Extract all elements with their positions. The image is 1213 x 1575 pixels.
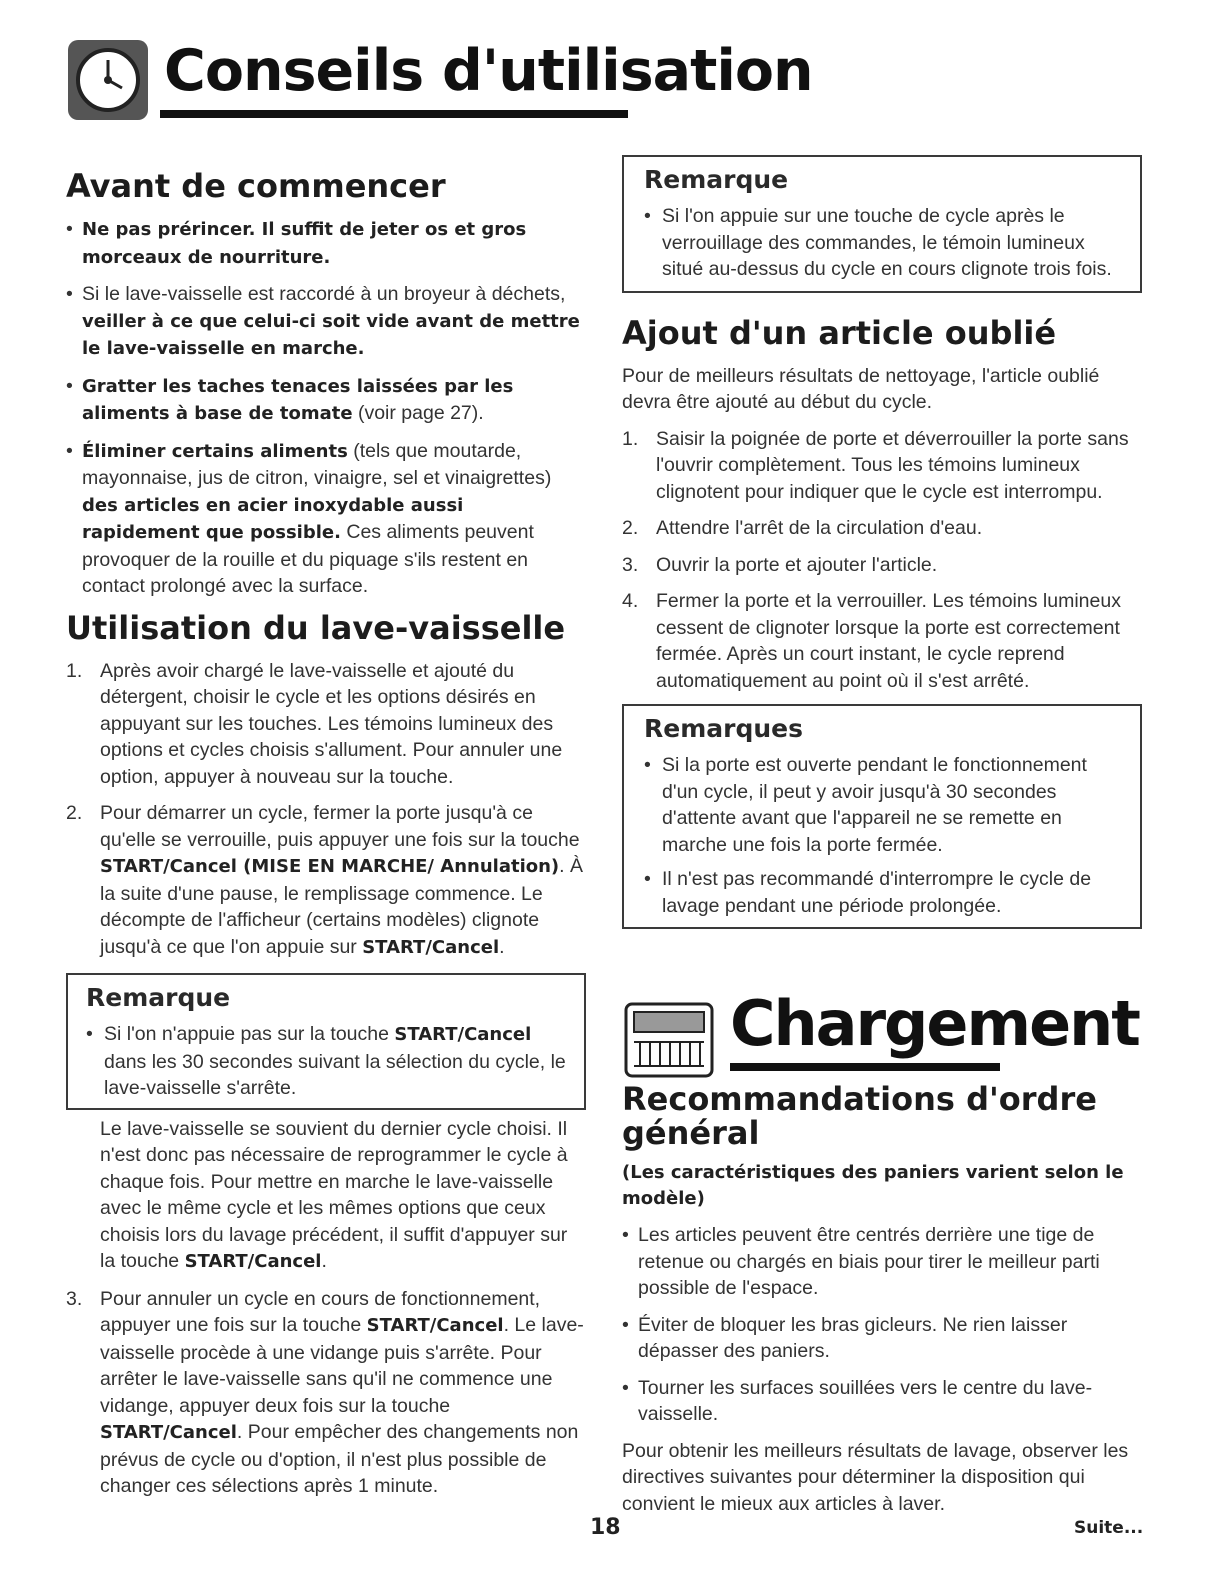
list-item: • Il n'est pas recommandé d'interrompre le cycle de lavage pendant une période prolongée.: [644, 866, 1128, 919]
chargement-list: [622, 1222, 1142, 1428]
list-item: • Si le lave-vaisselle est raccordé à un broyeur à déchets, veiller à ce que celui-ci soit vide avant de mettre le lave-vaisselle en marche.: [66, 281, 586, 363]
avant-list: [66, 216, 586, 600]
note-title: Remarque: [86, 983, 231, 1012]
section-title-chargement: Chargement: [730, 987, 1139, 1060]
list-item: 2. Attendre l'arrêt de la circulation d'eau.: [622, 517, 983, 539]
list-item: • Éviter de bloquer les bras gicleurs. Ne rien laisser dépasser des paniers.: [622, 1312, 1142, 1365]
note-title: Remarque: [644, 165, 789, 194]
chargement-underline: [730, 1063, 1000, 1071]
right-column: [622, 155, 1142, 929]
note-list: [86, 1021, 570, 1102]
list-item: • Si l'on appuie sur une touche de cycle après le verrouillage des commandes, le témoin lumineux situé au-dessus du cycle en cours clignote trois fois.: [644, 203, 1130, 283]
dishwasher-rack-icon: [624, 1002, 714, 1078]
list-item: 1. Après avoir chargé le lave-vaisselle et ajouté du détergent, choisir le cycle et les options désirés en appuyant sur les touches. Les témoins lumineux des options et cycles choisis s'allument. Pour annuler une option, appuyer à nouveau sur la touche.: [66, 659, 563, 788]
tips-clock-icon: [66, 38, 150, 122]
utilisation-steps: [66, 658, 586, 962]
note-list: [644, 752, 1128, 919]
list-item: • Si l'on n'appuie pas sur la touche START/Cancel dans les 30 secondes suivant la sélection du cycle, le lave-vaisselle s'arrête.: [86, 1021, 570, 1102]
page-number: 18: [590, 1515, 621, 1540]
note-box-remarque-left: [66, 973, 586, 1110]
note-list: [644, 203, 1130, 283]
list-item: • Les articles peuvent être centrés derrière une tige de retenue ou chargés en biais pour tirer le meilleur parti possible de l'espace.: [622, 1222, 1142, 1302]
section-heading-avant: Avant de commencer: [66, 167, 446, 205]
list-item: • Si la porte est ouverte pendant le fonctionnement d'un cycle, il peut y avoir jusqu'à 30 secondes d'attente avant que l'appareil ne se remette en marche une fois la porte fermée.: [644, 752, 1128, 858]
title-underline: [160, 110, 628, 118]
list-item: 3. Ouvrir la porte et ajouter l'article.: [622, 553, 938, 576]
section-heading-recommandations: Recommandations d'ordre général: [622, 1080, 1097, 1152]
chargement-subheading: (Les caractéristiques des paniers varient selon le modèle): [622, 1162, 1124, 1209]
paragraph-memory: Le lave-vaisselle se souvient du dernier cycle choisi. Il n'est donc pas nécessaire de reprogrammer le cycle à chaque fois. Pour mettre en marche le lave-vaisselle avec le même cycle et les mêmes options que ceux choisis lors du lavage précédent, il suffit d'appuyer sur la touche START/Cancel.: [100, 1117, 568, 1272]
list-item: 4. Fermer la porte et la verrouiller. Les témoins lumineux cessent de clignoter lorsque la porte est correctement fermée. Après un court instant, le cycle reprend automatiquement au point où il s'est arrêté.: [622, 590, 1121, 692]
ajout-intro: Pour de meilleurs résultats de nettoyage, l'article oublié devra être ajouté au début du cycle.: [622, 364, 1100, 413]
ajout-steps: [622, 426, 1142, 695]
list-item: • Tourner les surfaces souillées vers le centre du lave-vaisselle.: [622, 1375, 1142, 1428]
list-item: 2. Pour démarrer un cycle, fermer la porte jusqu'à ce qu'elle se verrouille, puis appuyer une fois sur la touche START/Cancel (MISE EN MARCHE/ Annulation). À la suite d'une pause, le remplissage commence. Le décompte de l'afficheur (certains modèles) clignote jusqu'à ce que l'on appuie sur START/Cancel.: [66, 802, 583, 958]
list-item: 3. Pour annuler un cycle en cours de fonctionnement, appuyer une fois sur la touche START/Cancel. Le lave-vaisselle procède à une vidange puis s'arrête. Pour arrêter le lave-vaisselle sans qu'il ne commence une vidange, appuyer deux fois sur la touche START/Cancel. Pour empêcher des changements non prévus de cycle ou d'option, il n'est plus possible de changer ces sélections après 1 minute.: [66, 1287, 584, 1497]
left-column: [66, 168, 586, 1510]
section-heading-utilisation: Utilisation du lave-vaisselle: [66, 608, 566, 647]
chargement-content: [622, 1082, 1142, 1517]
note-box-remarques: [622, 704, 1142, 929]
page-title: Conseils d'utilisation: [164, 38, 813, 104]
list-item: 1. Saisir la poignée de porte et déverrouiller la porte sans l'ouvrir complètement. Tous les témoins lumineux clignotent pour indiquer que le cycle est interrompu.: [622, 427, 1129, 503]
list-item: • Éliminer certains aliments (tels que moutarde, mayonnaise, jus de citron, vinaigre, sel et vinaigrettes) des articles en acier inoxydable aussi rapidement que possible. Ces aliments peuvent provoquer de la rouille et du piquage s'ils restent en contact prolongé avec la surface.: [66, 438, 586, 600]
list-item: • Gratter les taches tenaces laissées par les aliments à base de tomate (voir page 27).: [66, 373, 586, 428]
note-box-remarque-right: [622, 155, 1142, 293]
note-title: Remarques: [644, 714, 803, 743]
utilisation-steps-cont: [66, 1286, 586, 1500]
continued-label: Suite...: [1074, 1518, 1144, 1538]
chargement-outro: Pour obtenir les meilleurs résultats de lavage, observer les directives suivantes pour déterminer la disposition qui convient le mieux aux articles à laver.: [622, 1439, 1129, 1515]
list-item: • Ne pas prérincer. Il suffit de jeter os et gros morceaux de nourriture.: [66, 216, 586, 271]
section-heading-ajout: Ajout d'un article oublié: [622, 313, 1057, 352]
